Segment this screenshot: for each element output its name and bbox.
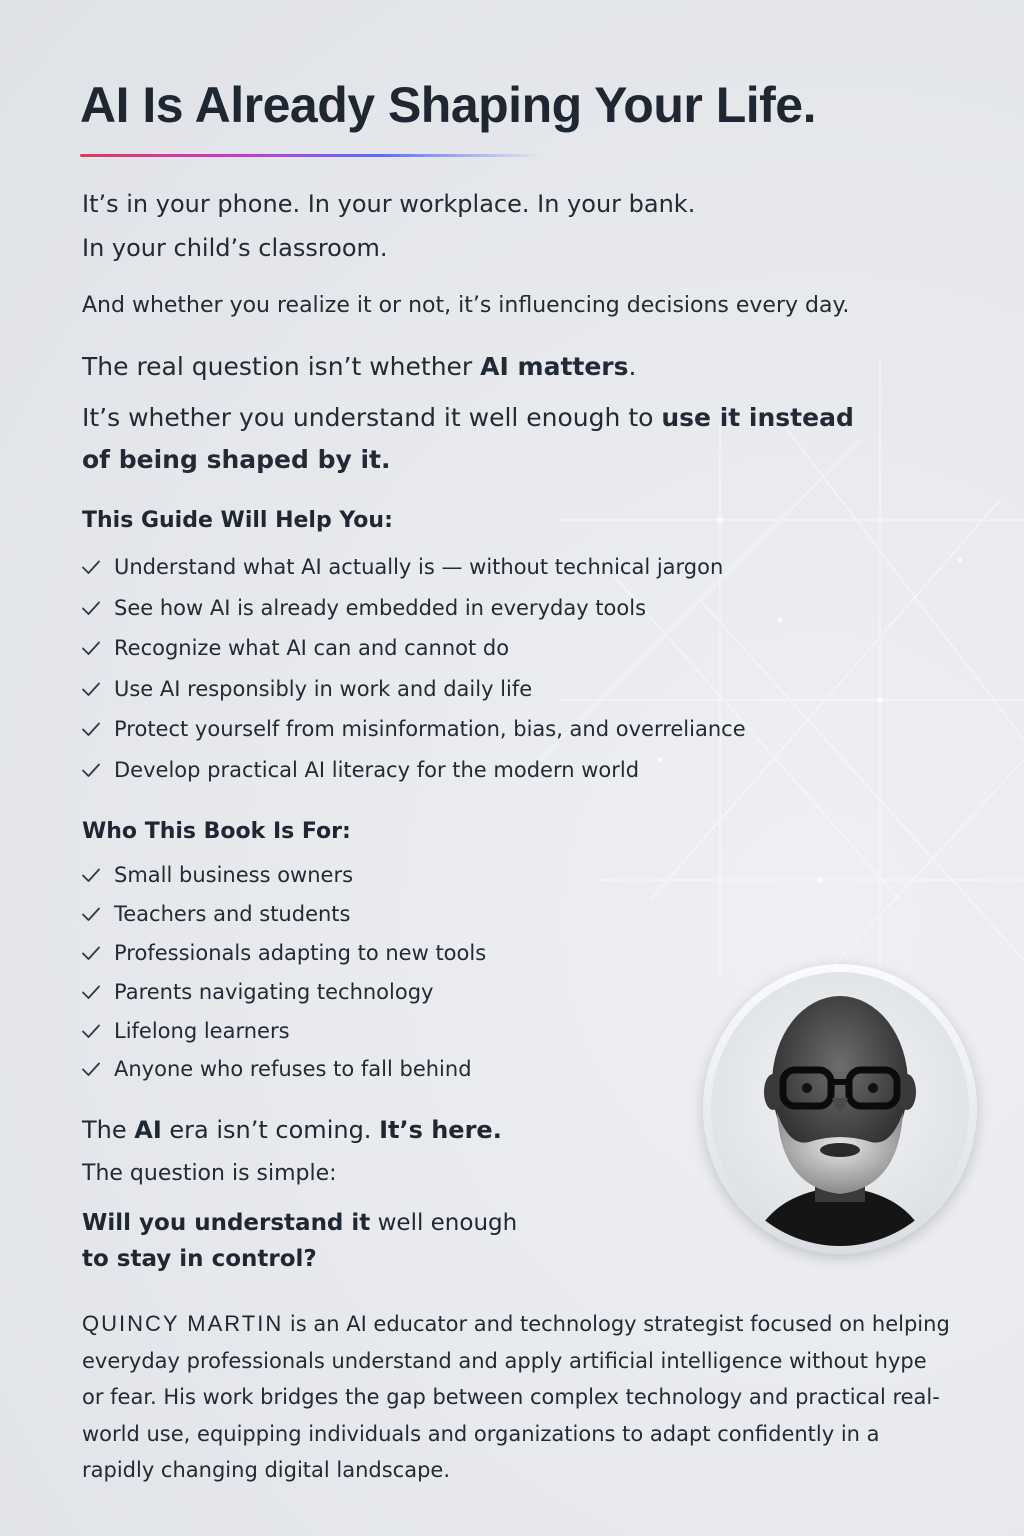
era-text: era isn’t coming. [161, 1116, 380, 1144]
list-item-label: Use AI responsibly in work and daily life [114, 676, 533, 701]
question-text: The real question isn’t whether [82, 352, 481, 381]
question-text: It’s whether you understand it well enough to [82, 403, 662, 432]
question-line-1 [82, 352, 636, 381]
list-item-label: Parents navigating technology [114, 979, 434, 1004]
list-item [80, 628, 746, 669]
guide-heading: This Guide Will Help You: [82, 508, 393, 533]
checkmark-icon [80, 942, 102, 964]
era-emphasis: AI [134, 1116, 162, 1144]
list-item [80, 709, 746, 750]
guide-list [80, 547, 746, 790]
checkmark-icon [80, 637, 102, 659]
closing-text: well enough [370, 1210, 518, 1236]
closing-question [82, 1205, 602, 1277]
author-bio [82, 1306, 952, 1489]
author-portrait-illustration [711, 972, 969, 1246]
list-item [80, 1011, 486, 1050]
audience-list [80, 856, 486, 1089]
question-line-3: of being shaped by it. [82, 445, 391, 474]
list-item-label: Understand what AI actually is — without technical jargon [114, 555, 724, 580]
list-item-label: Develop practical AI literacy for the modern world [114, 757, 640, 782]
author-name: QUINCY MARTIN [82, 1311, 284, 1336]
audience-heading: Who This Book Is For: [82, 819, 351, 844]
list-item [80, 895, 486, 934]
intro-line-1: It’s in your phone. In your workplace. In your bank. [82, 190, 696, 218]
list-item [80, 1050, 486, 1089]
checkmark-icon [80, 1020, 102, 1042]
checkmark-icon [80, 678, 102, 700]
closing-emphasis: Will you understand it [82, 1210, 371, 1236]
era-statement [82, 1116, 502, 1144]
list-item-label: Small business owners [114, 863, 354, 888]
list-item-label: See how AI is already embedded in everyday tools [114, 595, 647, 620]
list-item-label: Protect yourself from misinformation, bias, and overreliance [114, 717, 746, 742]
list-item [80, 547, 746, 588]
list-item-label: Professionals adapting to new tools [114, 940, 487, 965]
checkmark-icon [80, 1058, 102, 1080]
list-item [80, 588, 746, 629]
question-emphasis: AI matters [480, 352, 629, 381]
closing-emphasis: to stay in control? [82, 1246, 317, 1272]
checkmark-icon [80, 718, 102, 740]
checkmark-icon [80, 759, 102, 781]
checkmark-icon [80, 597, 102, 619]
list-item-label: Lifelong learners [114, 1018, 290, 1043]
list-item [80, 669, 746, 710]
checkmark-icon [80, 903, 102, 925]
title-underline [80, 154, 540, 157]
question-period: . [628, 352, 637, 381]
list-item [80, 934, 486, 973]
era-emphasis: It’s here. [379, 1116, 502, 1144]
list-item [80, 972, 486, 1011]
checkmark-icon [80, 981, 102, 1003]
intro-line-2: In your child’s classroom. [82, 234, 388, 262]
question-intro: The question is simple: [82, 1161, 337, 1186]
author-portrait [711, 972, 969, 1246]
checkmark-icon [80, 556, 102, 578]
checkmark-icon [80, 864, 102, 886]
list-item-label: Anyone who refuses to fall behind [114, 1057, 472, 1082]
era-text: The [82, 1116, 135, 1144]
author-bio-text: is an AI educator and technology strategist focused on helping everyday professionals understand and apply artificial intelligence without hype or fear. His work bridges the gap between complex technology and practical real-world use, equipping individuals and organizations to adapt confidently in a rapidly changing digital landscape. [82, 1312, 950, 1482]
page-title: AI Is Already Shaping Your Life. [80, 77, 817, 133]
question-emphasis: use it instead [661, 403, 854, 432]
list-item [80, 750, 746, 791]
list-item-label: Teachers and students [114, 902, 351, 927]
list-item [80, 856, 486, 895]
intro-line-3: And whether you realize it or not, it’s influencing decisions every day. [82, 293, 850, 318]
question-line-2 [82, 403, 854, 432]
list-item-label: Recognize what AI can and cannot do [114, 636, 510, 661]
